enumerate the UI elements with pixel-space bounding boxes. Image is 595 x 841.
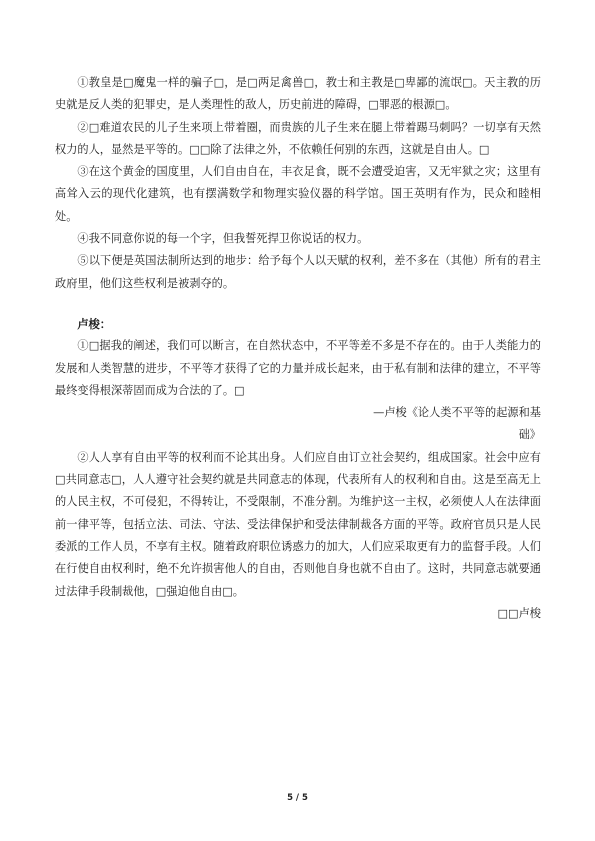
page-number: 5 / 5 — [287, 793, 308, 803]
paragraph-english-law: ⑤以下便是英国法制所达到的地步：给予每个人以天赋的权利，差不多在（其他）所有的君主政府里，他们这些权利是被剥夺的。 — [55, 254, 541, 290]
paragraph-equality: ②□难道农民的儿子生来项上带着圈，而贵族的儿子生来在腿上带着踢马刺吗？一切享有天然权力的人，显然是平等的。□□除了法律之外，不依赖任何别的东西，这就是自由人。□ — [55, 120, 541, 156]
citation-line-2: 础》 — [518, 428, 541, 442]
paragraph-pope: ①教皇是□魔鬼一样的骗子□，是□两足禽兽□，教士和主教是□卑鄙的流氓□。天主教的历史就是反人类的犯罪史，是人类理性的敌人，历史前进的障碍，□罪恶的根源□。 — [55, 76, 541, 112]
section-gap — [55, 295, 541, 313]
signature-rousseau: □□卢梭 — [497, 606, 541, 620]
section-heading-rousseau: 卢梭： — [77, 316, 111, 331]
paragraph-free-speech: ④我不同意你说的每一个字，但我誓死捍卫你说话的权力。 — [77, 232, 369, 246]
paragraph-rousseau-contract: ②人人享有自由平等的权利而不论其出身。人们应自由订立社会契约，组成国家。社会中应有□共同意志□，人人遵守社会契约就是共同意志的体现，代表所有人的权利和自由。这是至高无上的人民主权，不可侵犯，不得转让，不受限制，不准分割。为维护这一主权，必须使人人在法律面前一律平等，包括立法、司法、守法、受法律保护和受法律制裁各方面的平等。政府官员只是人民委派的工作人员，不享有主权。随着政府职位诱惑力的加大，人们应采取更有力的监督手段。人们在行使自由权利时，绝不允许损害他人的自由，否则他自身也就不自由了。这时，共同意志就要通过法律手段制裁他，□强迫他自由□。 — [55, 450, 541, 598]
document-body — [55, 72, 541, 625]
paragraph-golden-land: ③在这个黄金的国度里，人们自由自在，丰衣足食，既不会遭受迫害，又无牢狱之灾；这里有高耸入云的现代化建筑，也有摆满数学和物理实验仪器的科学馆。国王英明有作为，民众和睦相处。 — [55, 165, 541, 223]
citation-line-1: —卢梭《论人类不平等的起源和基 — [373, 406, 541, 420]
paragraph-rousseau-inequality: ①□据我的阐述，我们可以断言，在自然状态中，不平等差不多是不存在的。由于人类能力的发展和人类智慧的进步，不平等才获得了它的力量并成长起来，由于私有制和法律的建立，不平等最终变得根深蒂固而成为合法的了。□ — [55, 339, 541, 397]
